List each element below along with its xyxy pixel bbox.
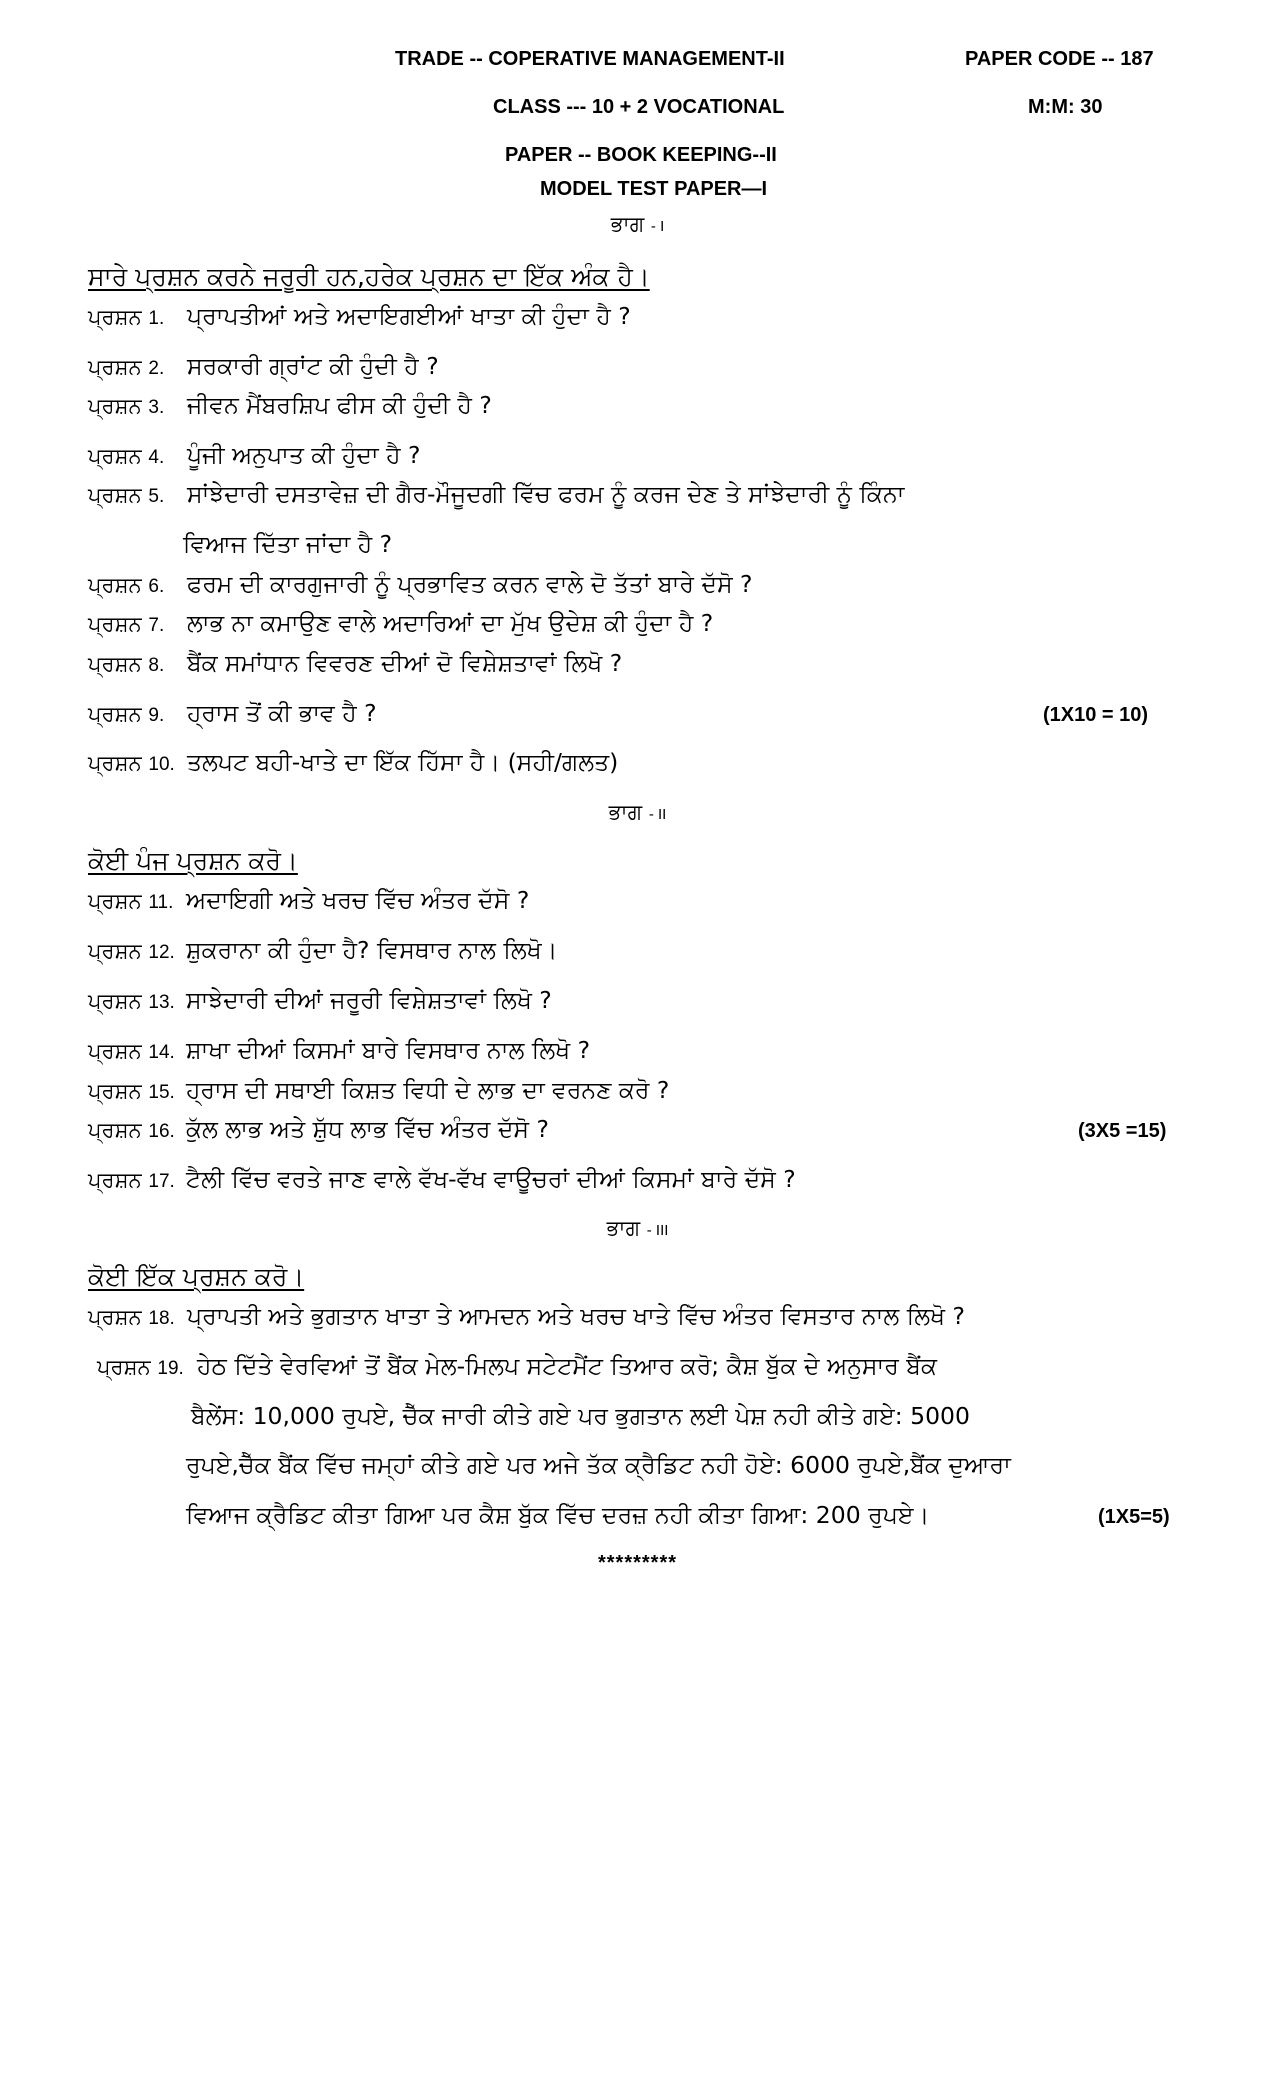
question-text: ਹ੍ਰਾਸ ਦੀ ਸਥਾਈ ਕਿਸ਼ਤ ਵਿਧੀ ਦੇ ਲਾਭ ਦਾ ਵਰਨਣ ਕਰੋ ? <box>186 1076 670 1104</box>
question-number: 11. <box>148 892 174 913</box>
end-stars: ********* <box>597 1552 678 1574</box>
question-label: ਪ੍ਰਸ਼ਨ <box>88 702 142 726</box>
question-number: 4. <box>148 447 165 468</box>
question-text: ਕੁੱਲ ਲਾਭ ਅਤੇ ਸ਼ੁੱਧ ਲਾਭ ਵਿੱਚ ਅੰਤਰ ਦੱਸੋ ? <box>186 1115 550 1143</box>
question-number: 13. <box>148 992 175 1013</box>
model-test-title: MODEL TEST PAPER—I <box>540 178 768 200</box>
part3-marks: (1X5=5) <box>1098 1506 1170 1528</box>
question-4 <box>88 441 420 469</box>
question-19-line-2: ਬੈਲੇਂਸ: 10,000 ਰੁਪਏ, ਚੈੱਕ ਜਾਰੀ ਕੀਤੇ ਗਏ ਪਰ ਭੁਗਤਾਨ ਲਈ ਪੇਸ਼ ਨਹੀ ਕੀਤੇ ਗਏ: 5000 <box>191 1402 970 1430</box>
question-5 <box>88 480 904 508</box>
question-number: 14. <box>148 1042 175 1063</box>
question-13 <box>88 986 552 1014</box>
question-11 <box>88 886 529 914</box>
question-label: ਪ੍ਰਸ਼ਨ <box>97 1355 151 1379</box>
part1-heading <box>0 212 1275 237</box>
question-label: ਪ੍ਰਸ਼ਨ <box>88 652 142 676</box>
question-number: 19. <box>157 1358 184 1379</box>
question-text: ਪ੍ਰਾਪਤੀਆਂ ਅਤੇ ਅਦਾਇਗਈਆਂ ਖਾਤਾ ਕੀ ਹੁੰਦਾ ਹੈ ? <box>187 302 631 330</box>
part1-marks: (1X10 = 10) <box>1043 704 1149 726</box>
part1-roman: - I <box>650 218 665 235</box>
paper-title: PAPER -- BOOK KEEPING--II <box>505 144 777 166</box>
question-label: ਪ੍ਰਸ਼ਨ <box>88 573 142 597</box>
question-label: ਪ੍ਰਸ਼ਨ <box>88 1305 142 1329</box>
max-marks: M:M: 30 <box>1028 96 1103 118</box>
question-8 <box>88 649 622 677</box>
question-text: ਲਾਭ ਨਾ ਕਮਾਉਣ ਵਾਲੇ ਅਦਾਰਿਆਂ ਦਾ ਮੁੱਖ ਉਦੇਸ਼ ਕੀ ਹੁੰਦਾ ਹੈ ? <box>187 609 714 637</box>
part3-roman: - III <box>646 1222 669 1239</box>
question-number: 8. <box>148 655 165 676</box>
question-1 <box>88 302 631 330</box>
question-label: ਪ੍ਰਸ਼ਨ <box>88 394 142 418</box>
question-text: ਅਦਾਇਗੀ ਅਤੇ ਖਰਚ ਵਿੱਚ ਅੰਤਰ ਦੱਸੋ ? <box>186 886 530 914</box>
question-text: ਫਰਮ ਦੀ ਕਾਰਗੁਜਾਰੀ ਨੂੰ ਪ੍ਰਭਾਵਿਤ ਕਰਨ ਵਾਲੇ ਦੋ ਤੱਤਾਂ ਬਾਰੇ ਦੱਸੋ ? <box>187 570 753 598</box>
question-text: ਹੇਠ ਦਿੱਤੇ ਵੇਰਵਿਆਂ ਤੋਂ ਬੈਂਕ ਮੇਲ-ਮਿਲਪ ਸਟੇਟਮੈਂਟ ਤਿਆਰ ਕਰੋ; ਕੈਸ਼ ਬੁੱਕ ਦੇ ਅਨੁਸਾਰ ਬੈਂਕ <box>197 1352 937 1380</box>
question-5-continuation: ਵਿਆਜ ਦਿੱਤਾ ਜਾਂਦਾ ਹੈ ? <box>183 530 393 558</box>
class-label: CLASS --- 10 + 2 VOCATIONAL <box>493 96 785 118</box>
question-text: ਸ਼ਾਖਾ ਦੀਆਂ ਕਿਸਮਾਂ ਬਾਰੇ ਵਿਸਥਾਰ ਨਾਲ ਲਿਖੋ ? <box>186 1036 591 1064</box>
part3-heading <box>0 1216 1275 1241</box>
question-label: ਪ੍ਰਸ਼ਨ <box>88 305 142 329</box>
question-text: ਤਲਪਟ ਬਹੀ-ਖਾਤੇ ਦਾ ਇੱਕ ਹਿੱਸਾ ਹੈ। (ਸਹੀ/ਗਲਤ) <box>187 748 619 776</box>
question-label: ਪ੍ਰਸ਼ਨ <box>88 444 142 468</box>
question-label: ਪ੍ਰਸ਼ਨ <box>88 355 142 379</box>
question-number: 5. <box>148 486 165 507</box>
question-label: ਪ੍ਰਸ਼ਨ <box>88 1039 142 1063</box>
question-3 <box>88 391 492 419</box>
question-label: ਪ੍ਰਸ਼ਨ <box>88 1118 142 1142</box>
question-2 <box>88 352 439 380</box>
question-text: ਹ੍ਰਾਸ ਤੋਂ ਕੀ ਭਾਵ ਹੈ ? <box>187 699 377 727</box>
question-number: 15. <box>148 1082 175 1103</box>
question-6 <box>88 570 753 598</box>
question-number: 18. <box>148 1308 175 1329</box>
part2-instruction: ਕੋਈ ਪੰਜ ਪ੍ਰਸ਼ਨ ਕਰੋ। <box>88 846 298 875</box>
question-18 <box>88 1302 965 1330</box>
question-19 <box>97 1352 937 1380</box>
part3-title: ਭਾਗ <box>606 1216 641 1240</box>
question-12 <box>88 936 558 964</box>
part2-roman: - II <box>648 806 667 823</box>
question-text: ਜੀਵਨ ਮੈਂਬਰਸ਼ਿਪ ਫੀਸ ਕੀ ਹੁੰਦੀ ਹੈ ? <box>187 391 492 419</box>
question-number: 9. <box>148 705 165 726</box>
question-number: 16. <box>148 1121 175 1142</box>
question-text: ਪੂੰਜੀ ਅਨੁਪਾਤ ਕੀ ਹੁੰਦਾ ਹੈ ? <box>187 441 421 469</box>
question-text: ਸਰਕਾਰੀ ਗ੍ਰਾਂਟ ਕੀ ਹੁੰਦੀ ਹੈ ? <box>187 352 439 380</box>
question-number: 6. <box>148 576 165 597</box>
question-9 <box>88 699 377 727</box>
question-label: ਪ੍ਰਸ਼ਨ <box>88 483 142 507</box>
question-number: 12. <box>148 942 175 963</box>
paper-code: PAPER CODE -- 187 <box>965 48 1154 70</box>
part2-heading <box>0 800 1275 825</box>
question-number: 10. <box>148 754 175 775</box>
question-number: 7. <box>148 615 165 636</box>
question-label: ਪ੍ਰਸ਼ਨ <box>88 889 142 913</box>
question-label: ਪ੍ਰਸ਼ਨ <box>88 751 142 775</box>
question-text: ਟੈਲੀ ਵਿੱਚ ਵਰਤੇ ਜਾਣ ਵਾਲੇ ਵੱਖ-ਵੱਖ ਵਾਊਚਰਾਂ ਦੀਆਂ ਕਿਸਮਾਂ ਬਾਰੇ ਦੱਸੋ ? <box>186 1165 796 1193</box>
part2-marks: (3X5 =15) <box>1078 1120 1167 1142</box>
question-15 <box>88 1076 669 1104</box>
question-text: ਸਾਂਝੇਦਾਰੀ ਦਸਤਾਵੇਜ਼ ਦੀ ਗੈਰ-ਮੌਜੂਦਗੀ ਵਿੱਚ ਫਰਮ ਨੂੰ ਕਰਜ ਦੇਣ ਤੇ ਸਾਂਝੇਦਾਰੀ ਨੂੰ ਕਿੰਨਾ <box>187 480 905 508</box>
part1-title: ਭਾਗ <box>610 212 645 236</box>
question-10 <box>88 748 618 776</box>
question-text: ਪ੍ਰਾਪਤੀ ਅਤੇ ਭੁਗਤਾਨ ਖਾਤਾ ਤੇ ਆਮਦਨ ਅਤੇ ਖਰਚ ਖਾਤੇ ਵਿੱਚ ਅੰਤਰ ਵਿਸਤਾਰ ਨਾਲ ਲਿਖੋ ? <box>187 1302 965 1330</box>
question-number: 1. <box>148 308 165 329</box>
question-label: ਪ੍ਰਸ਼ਨ <box>88 1168 142 1192</box>
question-7 <box>88 609 713 637</box>
question-14 <box>88 1036 590 1064</box>
question-19-line-4: ਵਿਆਜ ਕ੍ਰੈਡਿਟ ਕੀਤਾ ਗਿਆ ਪਰ ਕੈਸ਼ ਬੁੱਕ ਵਿੱਚ ਦਰਜ਼ ਨਹੀ ਕੀਤਾ ਗਿਆ: 200 ਰੁਪਏ। <box>186 1501 930 1529</box>
question-17 <box>88 1165 796 1193</box>
question-19-line-3: ਰੁਪਏ,ਚੈੱਕ ਬੈਂਕ ਵਿੱਚ ਜਮ੍ਹਾਂ ਕੀਤੇ ਗਏ ਪਰ ਅਜੇ ਤੱਕ ਕ੍ਰੈਡਿਟ ਨਹੀ ਹੋਏ: 6000 ਰੁਪਏ,ਬੈਂਕ ਦੁਆਰਾ <box>186 1451 1011 1479</box>
question-label: ਪ੍ਰਸ਼ਨ <box>88 1079 142 1103</box>
question-number: 3. <box>148 397 165 418</box>
part1-instruction: ਸਾਰੇ ਪ੍ਰਸ਼ਨ ਕਰਨੇ ਜਰੂਰੀ ਹਨ,ਹਰੇਕ ਪ੍ਰਸ਼ਨ ਦਾ ਇੱਕ ਅੰਕ ਹੈ। <box>88 262 650 291</box>
part2-title: ਭਾਗ <box>608 800 643 824</box>
question-number: 17. <box>148 1171 175 1192</box>
question-text: ਸਾਝੇਦਾਰੀ ਦੀਆਂ ਜਰੂਰੀ ਵਿਸ਼ੇਸ਼ਤਾਵਾਂ ਲਿਖੋ ? <box>186 986 552 1014</box>
trade-title: TRADE -- COPERATIVE MANAGEMENT-II <box>395 48 785 70</box>
part3-instruction: ਕੋਈ ਇੱਕ ਪ੍ਰਸ਼ਨ ਕਰੋ। <box>88 1262 305 1291</box>
question-label: ਪ੍ਰਸ਼ਨ <box>88 939 142 963</box>
question-label: ਪ੍ਰਸ਼ਨ <box>88 989 142 1013</box>
question-text: ਬੈਂਕ ਸਮਾਂਧਾਨ ਵਿਵਰਣ ਦੀਆਂ ਦੋ ਵਿਸ਼ੇਸ਼ਤਾਵਾਂ ਲਿਖੋ ? <box>187 649 623 677</box>
question-label: ਪ੍ਰਸ਼ਨ <box>88 612 142 636</box>
question-16 <box>88 1115 549 1143</box>
question-text: ਸ਼ੁਕਰਾਨਾ ਕੀ ਹੁੰਦਾ ਹੈ? ਵਿਸਥਾਰ ਨਾਲ ਲਿਖੋ। <box>186 936 558 964</box>
question-number: 2. <box>148 358 165 379</box>
